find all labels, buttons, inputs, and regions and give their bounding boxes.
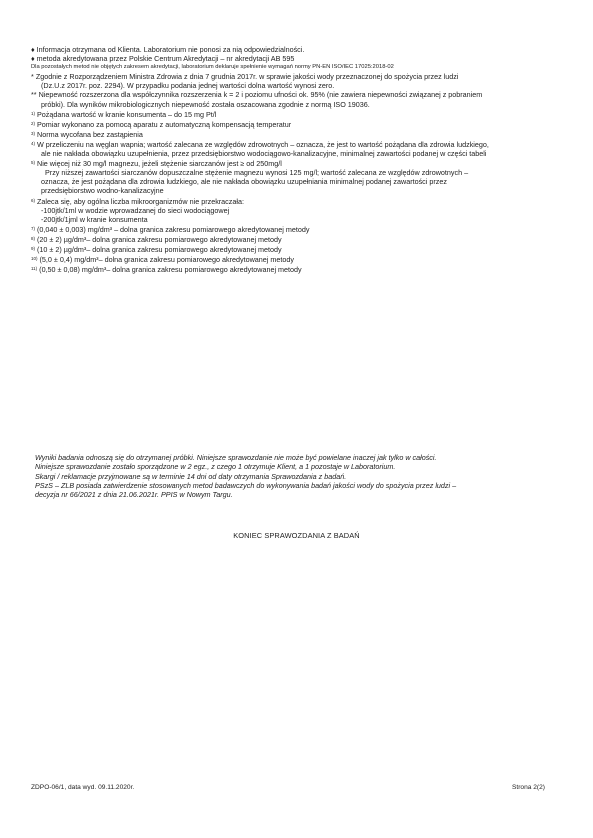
- note-uncertainty-cont: próbki). Dla wyników mikrobiologicznych niepewność została oszacowana zgodnie z normą ISO 19036.: [41, 99, 370, 109]
- note-1: $^{1)}$ Pożądana wartość w kranie konsumenta – do 15 mg Pt/l: [31, 109, 217, 119]
- note-5-cont-1: Przy niższej zawartości siarczanów dopuszczalne stężenie magnezu wynosi 125 mg/l; wartość zalecana ze względów zdrowotnych –: [45, 168, 469, 178]
- note-10: $^{10)}$ (5,0 ± 0,4) mg/dm³– dolna granica zakresu pomiarowego akredytowanej metody: [31, 255, 294, 265]
- note-7: $^{7)}$ (0,040 ± 0,003) mg/dm³ – dolna granica zakresu pomiarowego akredytowanej metody: [31, 224, 310, 234]
- report-statement: [35, 453, 575, 499]
- note-3: $^{3)}$ Norma wycofana bez zastąpienia: [31, 129, 143, 139]
- note-6-item-2: -200jtk/1jml w kranie konsumenta: [41, 214, 148, 224]
- note-regulation-cont: (Dz.U.z 2017r. poz. 2294). W przypadku podania jednej wartości dolna wartość wynosi zero.: [41, 81, 335, 91]
- note-6: $^{6)}$ Zaleca się, aby ogólna liczba mikroorganizmów nie przekraczała:: [31, 196, 244, 206]
- note-11: $^{11)}$ (0,50 ± 0,08) mg/dm³– dolna granica zakresu pomiarowego akredytowanej metody: [31, 265, 302, 275]
- note-5-cont-2: oznacza, że jest pożądana dla zdrowia ludzkiego, ale nie nakłada obowiązku uzupełniania minimalnej podanej zawartości przez: [41, 177, 447, 187]
- note-uncertainty: ** Niepewność rozszerzona dla współczynnika rozszerzenia k = 2 i poziomu ufności ok. 95% (nie zawiera niepewności związanej z pobraniem: [31, 90, 483, 100]
- note-9: $^{9)}$ (10 ± 2) µg/dm³– dolna granica zakresu pomiarowego akredytowanej metody: [31, 244, 282, 254]
- note-5: $^{5)}$ Nie więcej niż 30 mg/l magnezu, jeżeli stężenie siarczanów jest ≥ od 250mg/l: [31, 159, 282, 169]
- statement-line-2: Niniejsze sprawozdanie zostało sporządzone w 2 egz., z czego 1 otrzymuje Klient, a 1 pozostaje w Laboratorium.: [35, 462, 396, 472]
- statement-line-1: Wyniki badania odnoszą się do otrzymanej próbki. Niniejsze sprawozdanie nie może być powielane inaczej jak tylko w całości.: [35, 453, 437, 462]
- statement-line-5: decyzja nr 66/2021 z dnia 21.06.2021r. PPIS w Nowym Targu.: [35, 490, 233, 500]
- note-4-cont: ale nie nakłada obowiązku uzupełnienia, przez przedsiębiorstwo wodociągowo-kanalizacyjne, minimalnej zawartości podanej w części tabeli: [41, 149, 487, 159]
- note-regulation: * Zgodnie z Rozporządzeniem Ministra Zdrowia z dnia 7 grudnia 2017r. w sprawie jakości wody przeznaczonej do spożycia przez ludzi: [31, 72, 459, 82]
- end-of-report: KONIEC SPRAWOZDANIA Z BADAŃ: [233, 531, 360, 540]
- note-8: $^{8)}$ (20 ± 2) µg/dm³– dolna granica zakresu pomiarowego akredytowanej metody: [31, 234, 282, 244]
- note-6-item-1: -100jtk/1ml w wodzie wprowadzanej do sieci wodociągowej: [41, 205, 230, 215]
- statement-line-4: PSzS – ZLB posiada zatwierdzenie stosowanych metod badawczych do wykonywania badań jakości wody do spożycia przez ludzi –: [35, 480, 457, 490]
- note-accredited-method: ♦ metoda akredytowana przez Polskie Centrum Akredytacji – nr akredytacji AB 595: [31, 54, 295, 64]
- note-5-cont-3: przedsiębiorstwo wodno-kanalizacyjne: [41, 186, 164, 196]
- note-2: $^{2)}$ Pomiar wykonano za pomocą aparatu z automatyczną kompensacją temperatur: [31, 119, 292, 129]
- note-client-info: ♦ Informacja otrzymana od Klienta. Laboratorium nie ponosi za nią odpowiedzialności.: [31, 45, 305, 54]
- note-4: $^{4)}$ W przeliczeniu na węglan wapnia; wartość zalecana ze względów zdrowotnych – oznacza, że jest to wartość pożądana dla zdrowia ludzkiego,: [31, 139, 489, 149]
- page-number: Strona 2(2): [512, 784, 545, 791]
- note-other-methods: Dla pozostałych metod nie objętych zakresem akredytacji, laboratorium deklaruje spełnienie wymagań normy PN-EN ISO/IEC 17025:2018-02: [31, 64, 394, 71]
- statement-line-3: Skargi / reklamacje przyjmowane są w terminie 14 dni od daty otrzymania Sprawozdania z badań.: [35, 471, 347, 481]
- form-identifier: ZDPO-06/1, data wyd. 09.11.2020r.: [31, 784, 135, 791]
- footnotes-section: [31, 45, 576, 274]
